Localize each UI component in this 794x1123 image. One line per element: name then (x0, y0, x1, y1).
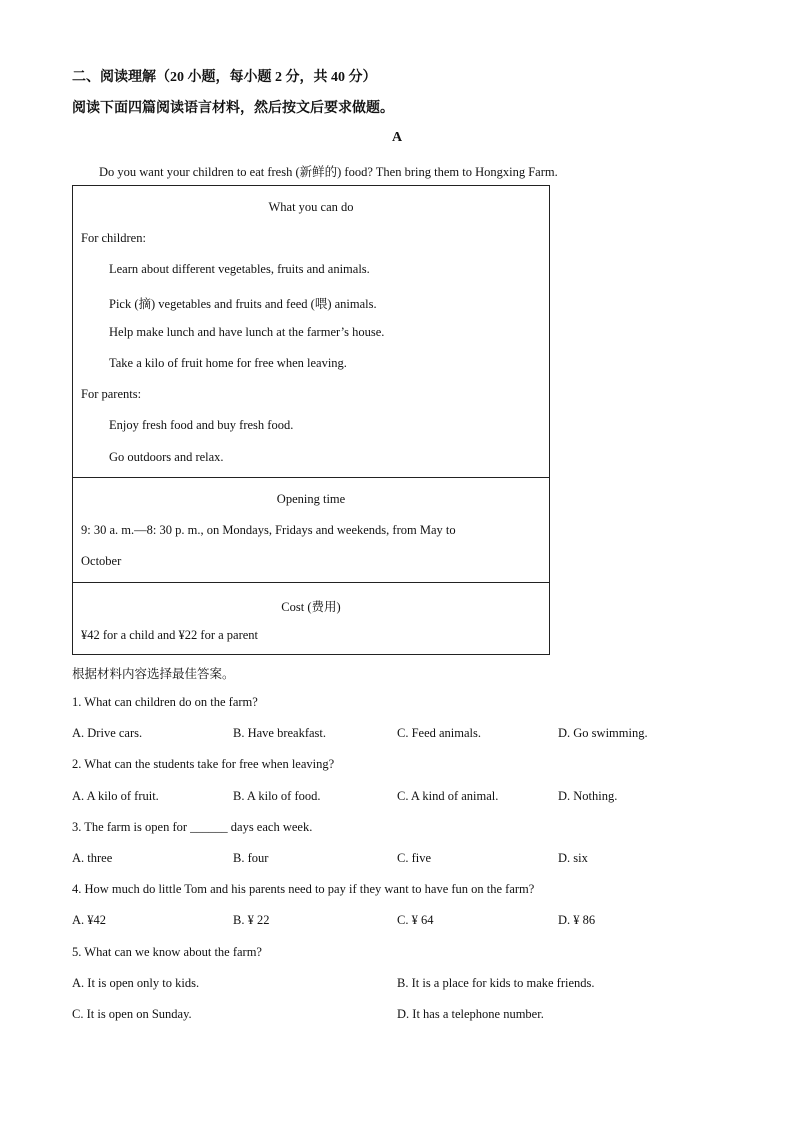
option-a[interactable]: A. three (72, 851, 113, 865)
cost-title: Cost (费用) (281, 600, 341, 614)
table-divider (73, 582, 549, 583)
opening-time-title: Opening time (276, 492, 346, 506)
option-b[interactable]: B. four (233, 851, 269, 865)
questions-instruction: 根据材料内容选择最佳答案。 (72, 667, 235, 681)
option-b[interactable]: B. ¥ 22 (233, 913, 270, 927)
parents-item: Enjoy fresh food and buy fresh food. (109, 418, 294, 432)
question-stem: 2. What can the students take for free when leaving? (72, 757, 335, 771)
option-c[interactable]: C. five (397, 851, 432, 865)
children-item: Take a kilo of fruit home for free when leaving. (109, 356, 347, 370)
instruction-text: 阅读下面四篇阅读语言材料，然后按文后要求做题。 (72, 101, 394, 116)
for-parents-label: For parents: (81, 387, 142, 401)
question-stem: 3. The farm is open for ______ days each week. (72, 820, 313, 834)
what-you-can-do-title: What you can do (268, 200, 354, 214)
option-a[interactable]: A. ¥42 (72, 913, 107, 927)
option-a[interactable]: A. Drive cars. (72, 726, 143, 740)
table-divider (73, 477, 549, 478)
option-d[interactable]: D. It has a telephone number. (397, 1007, 544, 1021)
option-d[interactable]: D. ¥ 86 (558, 913, 596, 927)
option-c[interactable]: C. It is open on Sunday. (72, 1007, 192, 1021)
option-b[interactable]: B. A kilo of food. (233, 789, 321, 803)
cost-line: ¥42 for a child and ¥22 for a parent (81, 628, 259, 642)
children-item: Help make lunch and have lunch at the farmer’s house. (109, 325, 385, 339)
option-c[interactable]: C. A kind of animal. (397, 789, 499, 803)
section-heading: 二、阅读理解（20 小题，每小题 2 分，共 40 分） (72, 70, 377, 85)
parents-item: Go outdoors and relax. (109, 450, 224, 464)
opening-time-line: 9: 30 a. m.—8: 30 p. m., on Mondays, Fridays and weekends, from May to (81, 523, 456, 537)
question-stem: 4. How much do little Tom and his parents need to pay if they want to have fun on the farm? (72, 882, 535, 896)
passage-label: A (391, 130, 403, 145)
question-stem: 1. What can children do on the farm? (72, 695, 258, 709)
info-table (72, 185, 550, 655)
option-b[interactable]: B. It is a place for kids to make friends. (397, 976, 595, 990)
option-d[interactable]: D. Nothing. (558, 789, 618, 803)
option-c[interactable]: C. Feed animals. (397, 726, 482, 740)
option-d[interactable]: D. Go swimming. (558, 726, 648, 740)
option-a[interactable]: A. It is open only to kids. (72, 976, 200, 990)
for-children-label: For children: (81, 231, 146, 245)
children-item: Pick (摘) vegetables and fruits and feed (喂) animals. (109, 297, 377, 311)
children-item: Learn about different vegetables, fruits and animals. (109, 262, 370, 276)
passage-intro: Do you want your children to eat fresh (新鲜的) food? Then bring them to Hongxing Farm. (99, 165, 558, 179)
opening-time-line: October (81, 554, 122, 568)
option-a[interactable]: A. A kilo of fruit. (72, 789, 159, 803)
option-b[interactable]: B. Have breakfast. (233, 726, 327, 740)
option-d[interactable]: D. six (558, 851, 588, 865)
option-c[interactable]: C. ¥ 64 (397, 913, 434, 927)
question-stem: 5. What can we know about the farm? (72, 945, 262, 959)
